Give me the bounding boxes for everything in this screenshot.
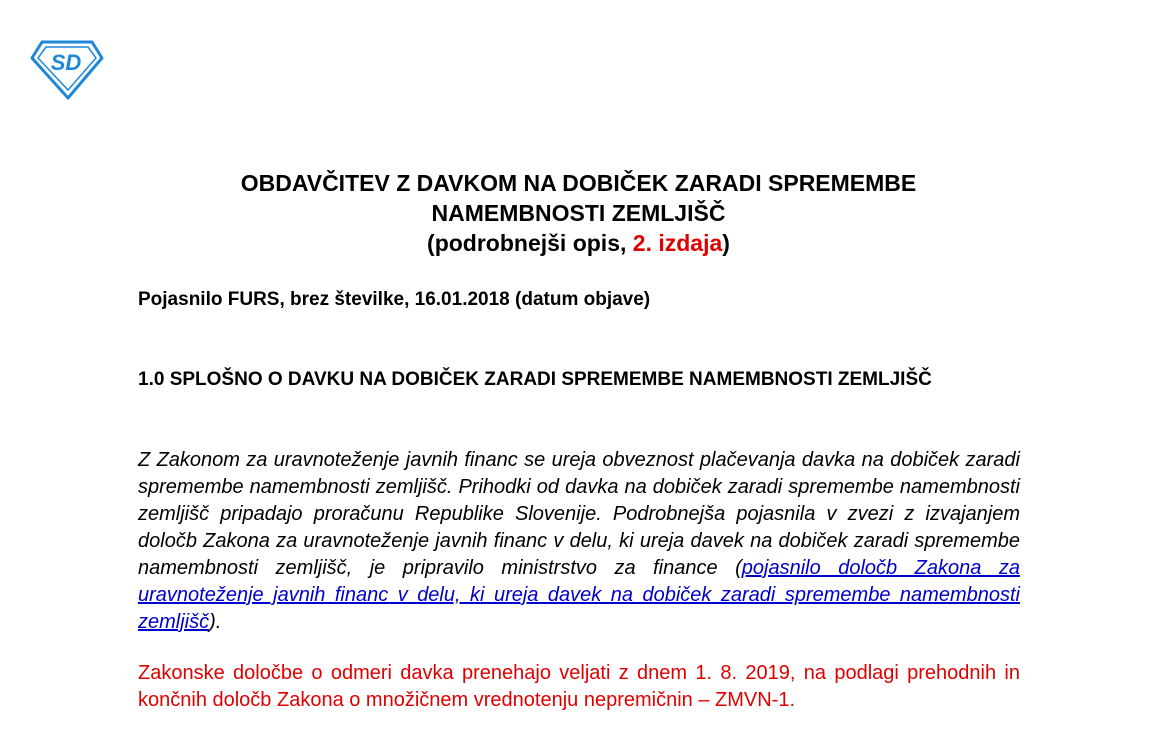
ministry-explanation-link[interactable]: pojasnilo določb Zakona za uravnoteženje javnih financ v delu, ki ureja davek na dobiček zaradi spremembe namembnosti zemljišč [138,557,1020,633]
edition-label: 2. izdaja [632,230,723,256]
paragraph-1-text: Z Zakonom za uravnoteženje javnih financ se ureja obveznost plačevanja davka na dobiček zaradi spremembe namembnosti zemljišč. Prihodki od davka na dobiček zaradi spremembe namembnosti zemljišč pripadajo proračunu Republike Slovenije. Podrobnejša pojasnila v zvezi z izvajanjem določb Zakona za uravnoteženje javnih financ v delu, ki ureja davek na dobiček zaradi spremembe namembnosti zemljišč, je pripravilo ministrstvo za finance ( [138,449,1020,579]
document-subtitle: Pojasnilo FURS, brez številke, 16.01.2018 (datum objave) [138,289,651,310]
title-line-3 [0,228,1157,258]
paragraph-1 [138,447,1020,636]
title-line-3-close: ) [722,230,730,256]
paragraph-1-after: ). [209,611,222,633]
title-line-1: OBDAVČITEV Z DAVKOM NA DOBIČEK ZARADI SPREMEMBE [240,170,917,196]
title-line-2: NAMEMBNOSTI ZEMLJIŠČ [431,200,726,226]
paragraph-2: Zakonske določbe o odmeri davka prenehajo veljati z dnem 1. 8. 2019, na podlagi prehodnih in končnih določb Zakona o množičnem vrednotenju nepremičnin – ZMVN-1. [138,662,1020,711]
document-title [0,168,1157,258]
title-line-3-open: (podrobnejši opis, [427,230,633,256]
section-heading: 1.0 SPLOŠNO O DAVKU NA DOBIČEK ZARADI SPREMEMBE NAMEMBNOSTI ZEMLJIŠČ [138,369,932,390]
shield-logo-icon [30,40,104,100]
logo-letters: SD [50,50,82,75]
